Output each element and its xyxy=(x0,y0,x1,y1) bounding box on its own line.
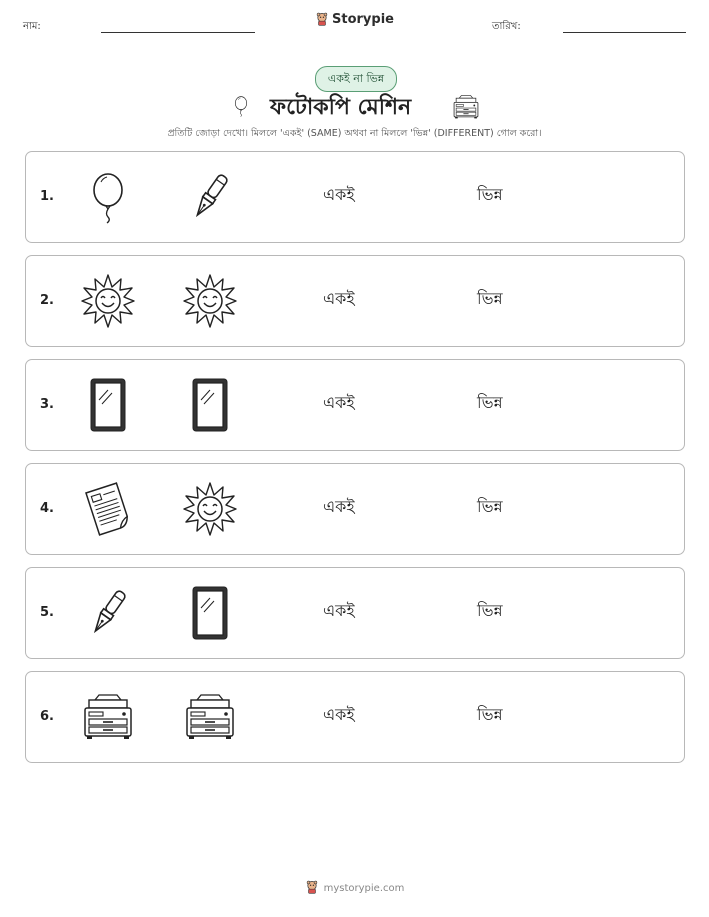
brand-logo xyxy=(0,12,709,30)
title-row xyxy=(0,90,709,122)
row-number: 6. xyxy=(40,709,54,724)
date-label: তারিখ: xyxy=(492,21,521,32)
different-option[interactable]: ভিন্ন xyxy=(477,497,503,516)
same-option[interactable]: একই xyxy=(323,289,355,308)
exercise-row-1 xyxy=(25,151,685,243)
date-line[interactable] xyxy=(563,32,686,33)
name-label: নাম: xyxy=(23,21,41,32)
photocopier-icon xyxy=(452,93,480,125)
balloon-icon xyxy=(81,170,135,224)
different-option[interactable]: ভিন্ন xyxy=(477,393,503,412)
smiling-sun-icon xyxy=(81,274,135,328)
different-option[interactable]: ভিন্ন xyxy=(477,601,503,620)
instruction-text: প্রতিটি জোড়া দেখো। মিললে 'একই' (SAME) অথবা না মিললে 'ভিন্ন' (DIFFERENT) গোল করো। xyxy=(167,128,542,139)
same-option[interactable]: একই xyxy=(323,185,355,204)
balloon-icon xyxy=(230,92,252,124)
tablet-icon xyxy=(81,378,135,432)
paper-document-icon xyxy=(81,482,135,536)
row-number: 2. xyxy=(40,293,54,308)
exercise-row-6 xyxy=(25,671,685,763)
activity-badge: একই না ভিন্ন xyxy=(315,66,397,92)
tablet-icon xyxy=(183,586,237,640)
photocopier-icon xyxy=(81,690,135,744)
row-number: 4. xyxy=(40,501,54,516)
storypie-mascot-icon xyxy=(315,12,329,30)
same-option[interactable]: একই xyxy=(323,393,355,412)
footer xyxy=(0,880,709,897)
different-option[interactable]: ভিন্ন xyxy=(477,185,503,204)
exercise-row-4 xyxy=(25,463,685,555)
brand-name: Storypie xyxy=(332,12,394,27)
storypie-mascot-icon xyxy=(305,880,319,897)
tablet-icon xyxy=(183,378,237,432)
smiling-sun-icon xyxy=(183,482,237,536)
footer-url[interactable]: mystorypie.com xyxy=(323,883,405,894)
row-number: 1. xyxy=(40,189,54,204)
exercise-row-2 xyxy=(25,255,685,347)
page-title: ফটোকপি মেশিন xyxy=(270,95,412,120)
row-number: 5. xyxy=(40,605,54,620)
fountain-pen-icon xyxy=(183,170,237,224)
exercise-row-5 xyxy=(25,567,685,659)
photocopier-icon xyxy=(183,690,237,744)
same-option[interactable]: একই xyxy=(323,601,355,620)
name-line[interactable] xyxy=(101,32,255,33)
smiling-sun-icon xyxy=(183,274,237,328)
different-option[interactable]: ভিন্ন xyxy=(477,705,503,724)
different-option[interactable]: ভিন্ন xyxy=(477,289,503,308)
row-number: 3. xyxy=(40,397,54,412)
exercise-row-3 xyxy=(25,359,685,451)
same-option[interactable]: একই xyxy=(323,705,355,724)
same-option[interactable]: একই xyxy=(323,497,355,516)
fountain-pen-icon xyxy=(81,586,135,640)
